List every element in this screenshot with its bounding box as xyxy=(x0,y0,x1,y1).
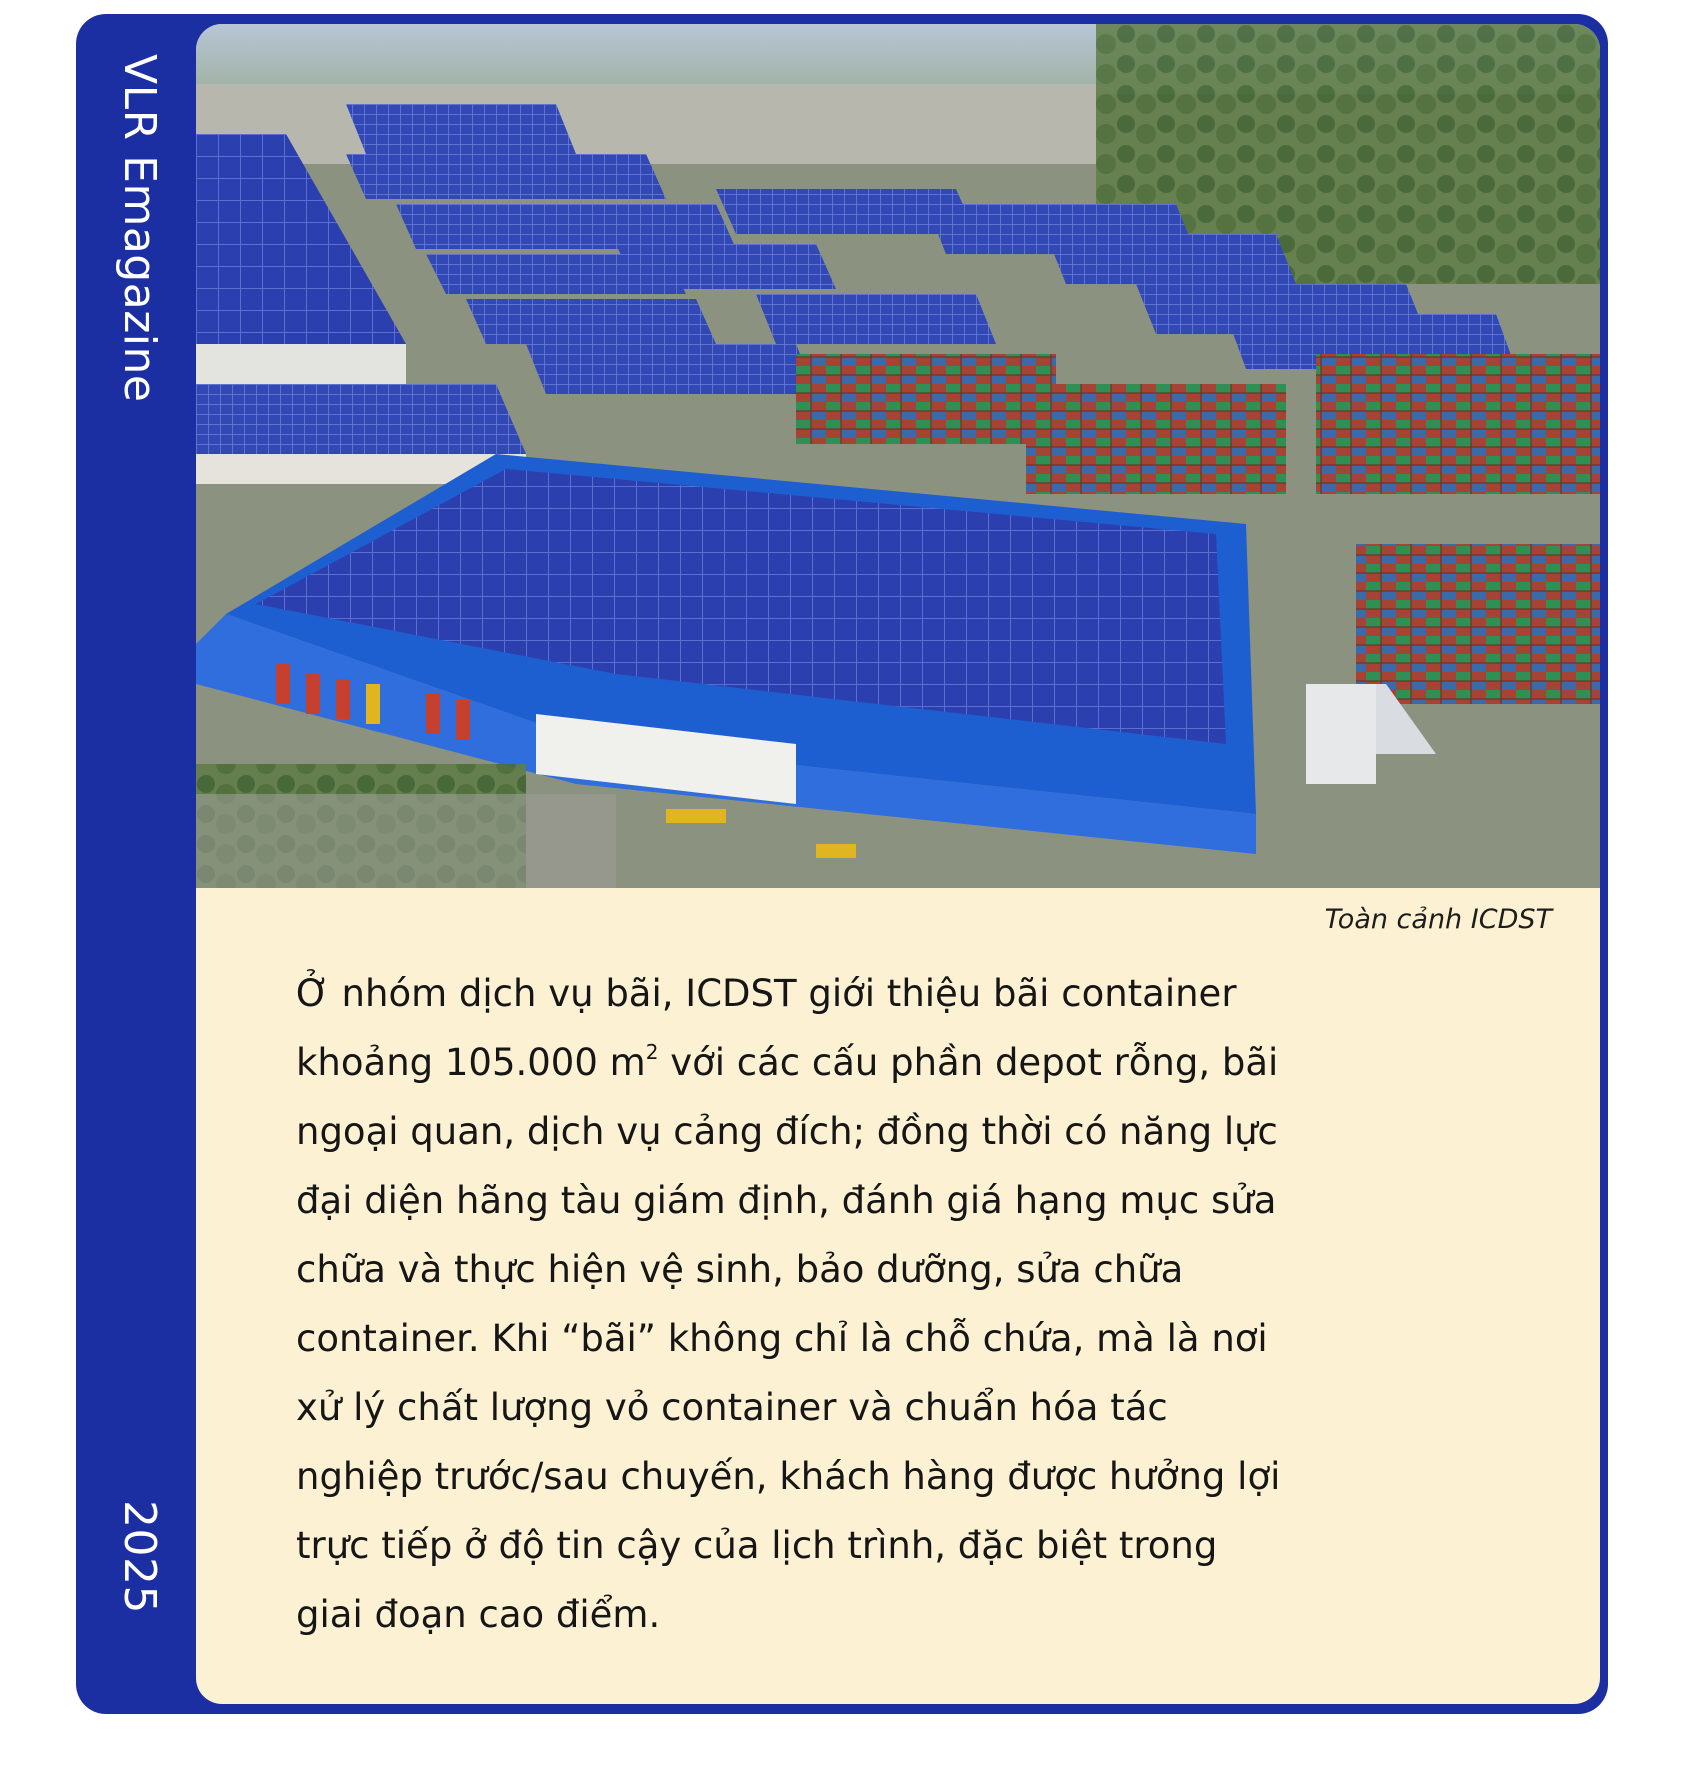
paragraph-line: chữa và thực hiện vệ sinh, bảo dưỡng, sửa chữa xyxy=(296,1248,1184,1291)
components-text: với các cấu phần depot rỗng, bãi xyxy=(658,1041,1279,1084)
paragraph-line: giai đoạn cao điểm. xyxy=(296,1593,661,1636)
content-card xyxy=(196,24,1600,1704)
paragraph-line: nghiệp trước/sau chuyến, khách hàng được hưởng lợi xyxy=(296,1455,1281,1498)
magazine-year: 2025 xyxy=(114,1500,165,1614)
aerial-photo xyxy=(196,24,1600,888)
paragraph-line: container. Khi “bãi” không chỉ là chỗ chứa, mà là nơi xyxy=(296,1317,1268,1360)
magazine-title: VLR Emagazine xyxy=(114,54,165,403)
paragraph-line: Ở nhóm dịch vụ bãi, ICDST giới thiệu bãi container xyxy=(296,972,1237,1015)
paragraph-line xyxy=(296,1028,1516,1097)
photo-caption: Toàn cảnh ICDST xyxy=(1324,904,1552,935)
article-paragraph xyxy=(296,959,1516,1649)
paragraph-line: xử lý chất lượng vỏ container và chuẩn hóa tác xyxy=(296,1386,1168,1429)
area-text: khoảng 105.000 m xyxy=(296,1041,646,1084)
square-superscript: 2 xyxy=(645,1040,659,1064)
paragraph-line: ngoại quan, dịch vụ cảng đích; đồng thời có năng lực xyxy=(296,1110,1278,1153)
paragraph-line: đại diện hãng tàu giám định, đánh giá hạng mục sửa xyxy=(296,1179,1277,1222)
paragraph-line: trực tiếp ở độ tin cậy của lịch trình, đặc biệt trong xyxy=(296,1524,1218,1567)
